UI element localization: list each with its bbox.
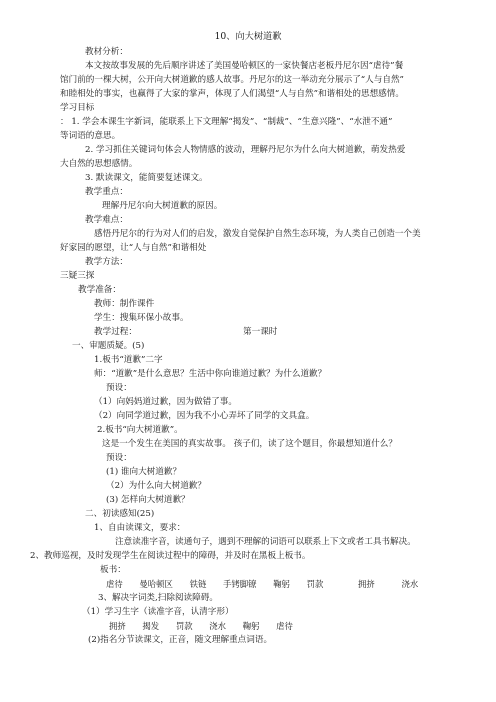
paragraph-line: 板书： [100, 565, 126, 575]
paragraph-line: 理解丹尼尔向大树道歉的原因。 [102, 201, 223, 211]
vocab-word: 浇水 [209, 621, 227, 631]
paragraph-line: (2)指名分节读课文，正音，随文理解重点词语。 [88, 635, 273, 645]
paragraph-line: (3) 怎样向大树道歉？ [106, 495, 190, 505]
paragraph-line: 2.板书“向大树道歉”。 [97, 425, 183, 435]
vocab-word: 拥挤 [109, 621, 126, 631]
document-title: 10、向大树道歉 [214, 31, 282, 42]
paragraph-line: 预设： [106, 453, 132, 463]
paragraph-line: （2）为什么向大树道歉？ [106, 481, 206, 491]
vocab-word: 鞠躬 [273, 579, 290, 589]
section-heading: 学习目标 [60, 103, 95, 113]
vocab-word: 鞠躬 [242, 621, 260, 631]
paragraph-line: 三疑三探 [60, 271, 95, 281]
section-heading: 教学方法： [85, 257, 128, 267]
vocab-word: 虐待 [276, 621, 293, 631]
section-heading: 教学重点： [85, 187, 128, 197]
paragraph-line: 3. 默读课文，能简要复述课文。 [85, 173, 208, 183]
paragraph-line: 和睦相处的事实，也赢得了大家的掌声，体现了人们渴望“人与自然”和谐相处的思想感情。 [60, 89, 404, 99]
paragraph-line: (1) 谁向大树道歉？ [106, 467, 182, 477]
section-heading: 教学准备： [78, 285, 121, 295]
section-heading: 教材分析： [85, 47, 128, 57]
paragraph-line: 师：“道歉”是什么意思？生活中你向谁道过歉？为什么道歉？ [94, 369, 327, 379]
section-heading: 一、审题质疑。(5) [72, 341, 145, 351]
section-heading: 教学难点： [85, 215, 128, 225]
vocab-word: 罚款 [306, 579, 324, 589]
vocab-row [106, 578, 432, 590]
vocab-word: 曼哈顿区 [139, 579, 173, 589]
paragraph-line: ： 1. 学会本课生字新词，能联系上下文理解“揭发”、“制裁”、“生意兴隆”、“水泄不通” [60, 117, 393, 127]
paragraph-line: 感悟丹尼尔的行为对人们的启发，激发自觉保护自然生态环境，为人类自己创造一个美 [94, 229, 421, 239]
paragraph-line: 2. 学习抓住关键词句体会人物情感的波动，理解丹尼尔为什么向大树道歉，萌发热爱 [85, 145, 406, 155]
paragraph-line: 教师：制作课件 [94, 299, 155, 309]
paragraph-line: 学生：搜集环保小故事。 [94, 313, 189, 323]
lesson-period-label: 第一课时 [243, 327, 278, 337]
paragraph-line: （1）向妈妈道过歉，因为做错了事。 [94, 397, 237, 407]
section-heading: 教学过程： [94, 327, 137, 337]
paragraph-line: （1）学习生字（读准字音，认清字形） [82, 607, 234, 617]
paragraph-line: 馆门前的一棵大树，公开向大树道歉的感人故事。丹尼尔的这一举动充分展示了“人与自然” [60, 75, 404, 85]
section-heading: 二、初读感知(25) [85, 509, 155, 519]
paragraph-line: 注意读准字音，读通句子，遇到不理解的词语可以联系上下文或者工具书解决。 [115, 537, 416, 547]
paragraph-line: 1.板书“道歉”二字 [94, 355, 163, 365]
vocab-word: 铁链 [189, 579, 207, 589]
vocab-word: 拥挤 [358, 579, 375, 589]
paragraph-line: 好家园的愿望，让“人与自然”和谐相处 [60, 243, 207, 253]
vocab-row [109, 620, 307, 632]
paragraph-line: 大自然的思想感情。 [60, 159, 138, 169]
paragraph-line: 3、解决字词类,扫除阅读障碍。 [98, 593, 218, 603]
paragraph-line: 这是一个发生在美国的真实故事。 孩子们，读了这个题目，你最想知道什么？ [102, 439, 397, 449]
paragraph-line: 等词语的意思。 [60, 131, 121, 141]
paragraph-line: 预设： [106, 383, 132, 393]
vocab-word: 浇水 [401, 579, 419, 589]
vocab-word: 罚款 [175, 621, 193, 631]
paragraph-line: （2）向同学道过歉，因为我不小心弄坏了同学的文具盒。 [94, 411, 315, 421]
vocab-word: 揭发 [142, 621, 160, 631]
vocab-word: 虐待 [106, 579, 123, 589]
vocab-word: 手铐脚镣 [223, 579, 257, 589]
paragraph-line: 本文按故事发展的先后顺序讲述了美国曼哈顿区的一家快餐店老板丹尼尔因“虐待”餐 [85, 61, 404, 71]
paragraph-line: 2、教师巡视，及时发现学生在阅读过程中的障碍，并及时在黑板上板书。 [30, 551, 311, 561]
paragraph-line: 1、自由读课文，要求： [94, 523, 186, 533]
